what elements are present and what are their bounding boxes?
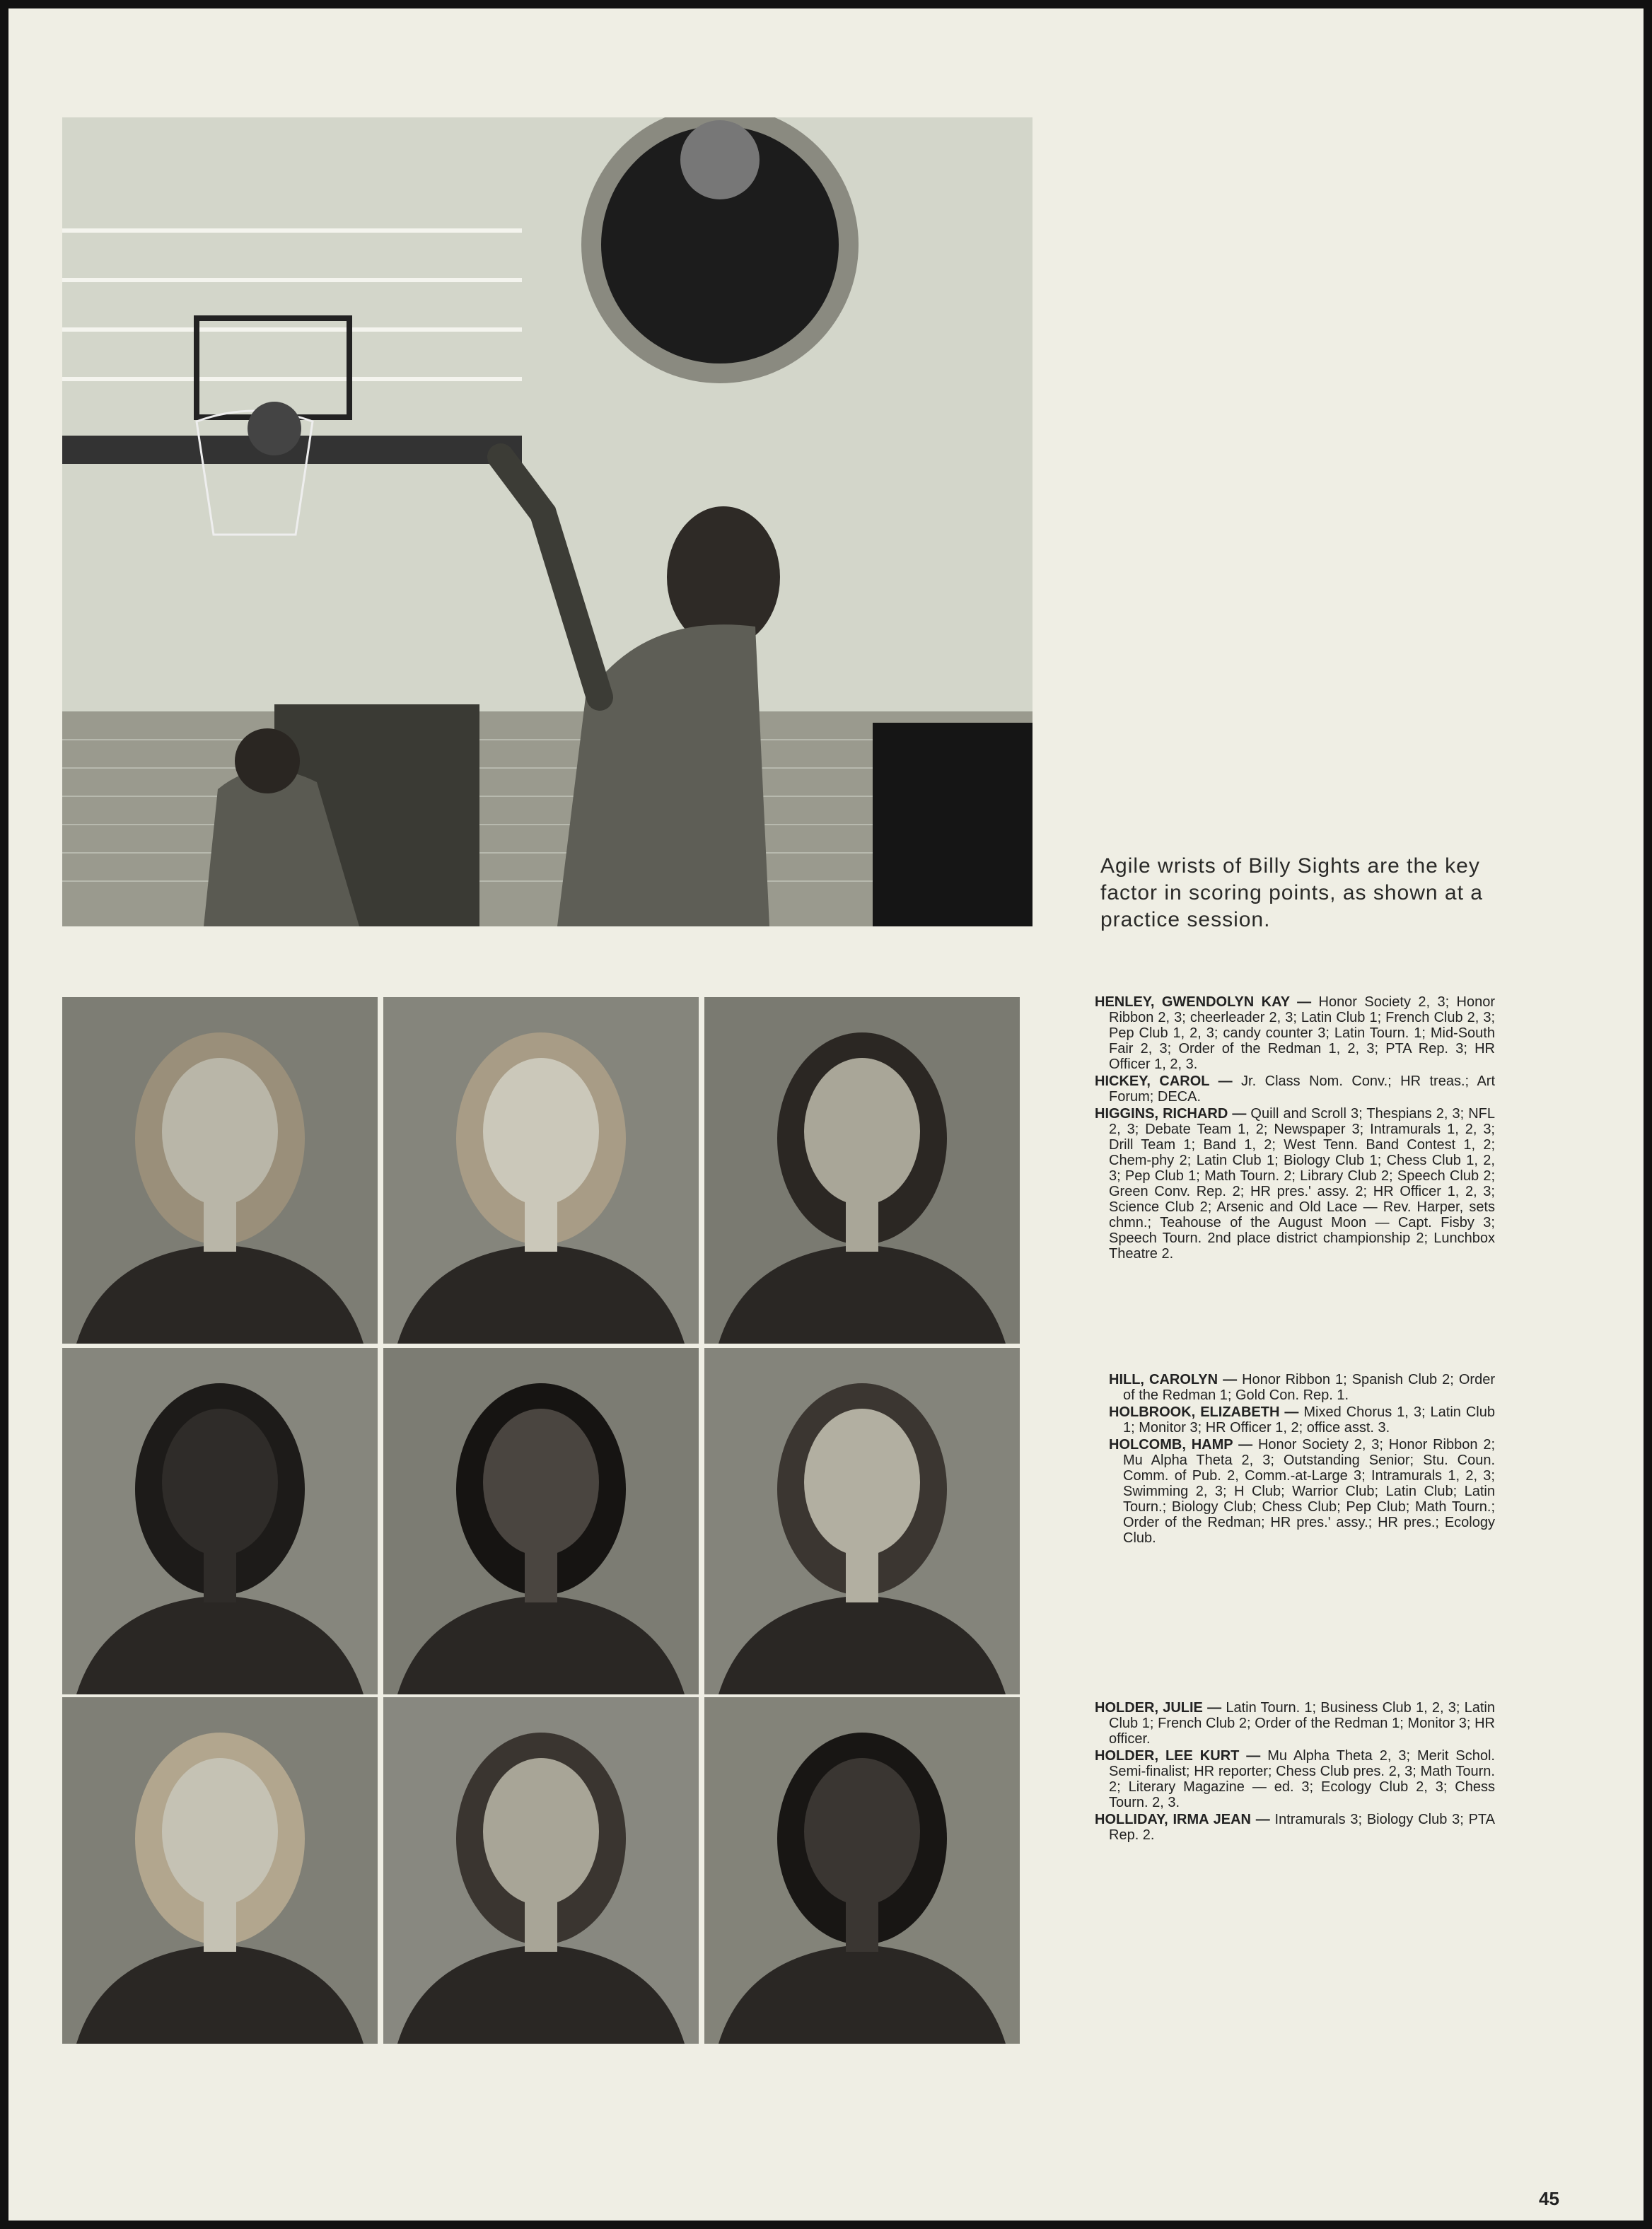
- bio-entry: [1095, 1106, 1495, 1262]
- bio-group-1: [1095, 994, 1495, 1263]
- bio-name: HOLDER, LEE KURT —: [1095, 1748, 1261, 1764]
- bio-activities: Honor Society 2, 3; Honor Ribbon 2, 3; cheerleader 2, 3; Latin Club 1; French Club 2, 3; Pep Club 1, 2, 3; candy counter 3; Latin Tourn. 1; Mid-South Fair 2, 3; Order of the Redman 1, 2, 3; PTA Rep. 3; HR Officer 1, 2, 3.: [1109, 994, 1495, 1072]
- bio-entry: [1095, 1812, 1495, 1843]
- bio-activities: Intramurals 3; Biology Club 3; PTA Rep. 2.: [1109, 1812, 1495, 1843]
- bio-name: HICKEY, CAROL —: [1095, 1073, 1233, 1089]
- bio-name: HOLDER, JULIE —: [1095, 1700, 1222, 1716]
- page-number: 45: [1539, 2188, 1559, 2209]
- bio-entry: [1109, 1404, 1495, 1436]
- bio-entry: [1095, 1748, 1495, 1810]
- bio-name: HENLEY, GWENDOLYN KAY —: [1095, 994, 1312, 1010]
- bio-activities: Honor Ribbon 1; Spanish Club 2; Order of the Redman 1; Gold Con. Rep. 1.: [1123, 1372, 1496, 1403]
- bio-activities: Mu Alpha Theta 2, 3; Merit Schol. Semi-finalist; HR reporter; Chess Club pres. 2, 3; Math Tourn. 2; Literary Magazine — ed. 3; Ecology Club 2, 3; Chess Tourn. 2, 3.: [1109, 1748, 1495, 1810]
- student-portrait-photo: [62, 997, 378, 1344]
- bio-entry: [1095, 994, 1495, 1072]
- student-portrait-photo: [383, 1697, 699, 2044]
- bio-entry: [1109, 1372, 1495, 1403]
- bio-name: HIGGINS, RICHARD —: [1095, 1106, 1247, 1122]
- bio-activities: Jr. Class Nom. Conv.; HR treas.; Art Forum; DECA.: [1109, 1073, 1495, 1105]
- bio-name: HOLCOMB, HAMP —: [1109, 1437, 1253, 1453]
- student-portrait-photo: [62, 1697, 378, 2044]
- bio-name: HOLBROOK, ELIZABETH —: [1109, 1404, 1299, 1420]
- student-portrait-photo: [704, 997, 1020, 1344]
- bio-name: HILL, CAROLYN —: [1109, 1372, 1238, 1387]
- student-portrait-photo: [383, 1348, 699, 1694]
- bio-entry: [1109, 1437, 1495, 1546]
- bio-activities: Mixed Chorus 1, 3; Latin Club 1; Monitor 3; HR Officer 1, 2; office asst. 3.: [1123, 1404, 1495, 1436]
- bio-activities: Latin Tourn. 1; Business Club 1, 2, 3; Latin Club 1; French Club 2; Order of the Redman 1; Monitor 3; HR officer.: [1109, 1700, 1495, 1747]
- bio-group-2: [1109, 1372, 1495, 1547]
- bio-activities: Quill and Scroll 3; Thespians 2, 3; NFL 2, 3; Debate Team 1, 2; Newspaper 3; Intramurals 1, 2, 3; Drill Team 1; Band 1, 2; West Tenn. Band Contest 1, 2; Chem-phy 2; Latin Club 1; Biology Club 1; Chess Club 1, 2, 3; Pep Club 1; Math Tourn. 2; Library Club 2; Speech Club 2; Green Conv. Rep. 2; HR pres.' assy. 2; HR Officer 1, 2, 3; Science Club 2; Arsenic and Old Lace — Rev. Harper, sets chmn.; Teahouse of the August Moon — Capt. Fisby 3; Speech Tourn. 2nd place district championship 2; Lunchbox Theatre 2.: [1109, 1106, 1495, 1262]
- yearbook-page: [8, 8, 1644, 2221]
- photo-caption: Agile wrists of Billy Sights are the key factor in scoring points, as shown at a practice session.: [1100, 854, 1483, 931]
- basketball-action-photo: [62, 117, 1032, 926]
- bio-group-3: [1095, 1700, 1495, 1844]
- bio-entry: [1095, 1700, 1495, 1747]
- student-portrait-photo: [704, 1348, 1020, 1694]
- bio-name: HOLLIDAY, IRMA JEAN —: [1095, 1812, 1270, 1827]
- bio-activities: Honor Society 2, 3; Honor Ribbon 2; Mu Alpha Theta 2, 3; Outstanding Senior; Stu. Coun. Comm. of Pub. 2, Comm.-at-Large 3; Intramurals 1, 2, 3; Swimming 2, 3; H Club; Warrior Club; Latin Club; Latin Tourn.; Biology Club; Chess Club; Pep Club; Math Tourn.; Order of the Redman; HR pres.' assy.; HR pres.; Ecology Club.: [1123, 1437, 1495, 1546]
- student-portrait-photo: [704, 1697, 1020, 2044]
- bio-entry: [1095, 1073, 1495, 1105]
- student-portrait-photo: [62, 1348, 378, 1694]
- student-portrait-photo: [383, 997, 699, 1344]
